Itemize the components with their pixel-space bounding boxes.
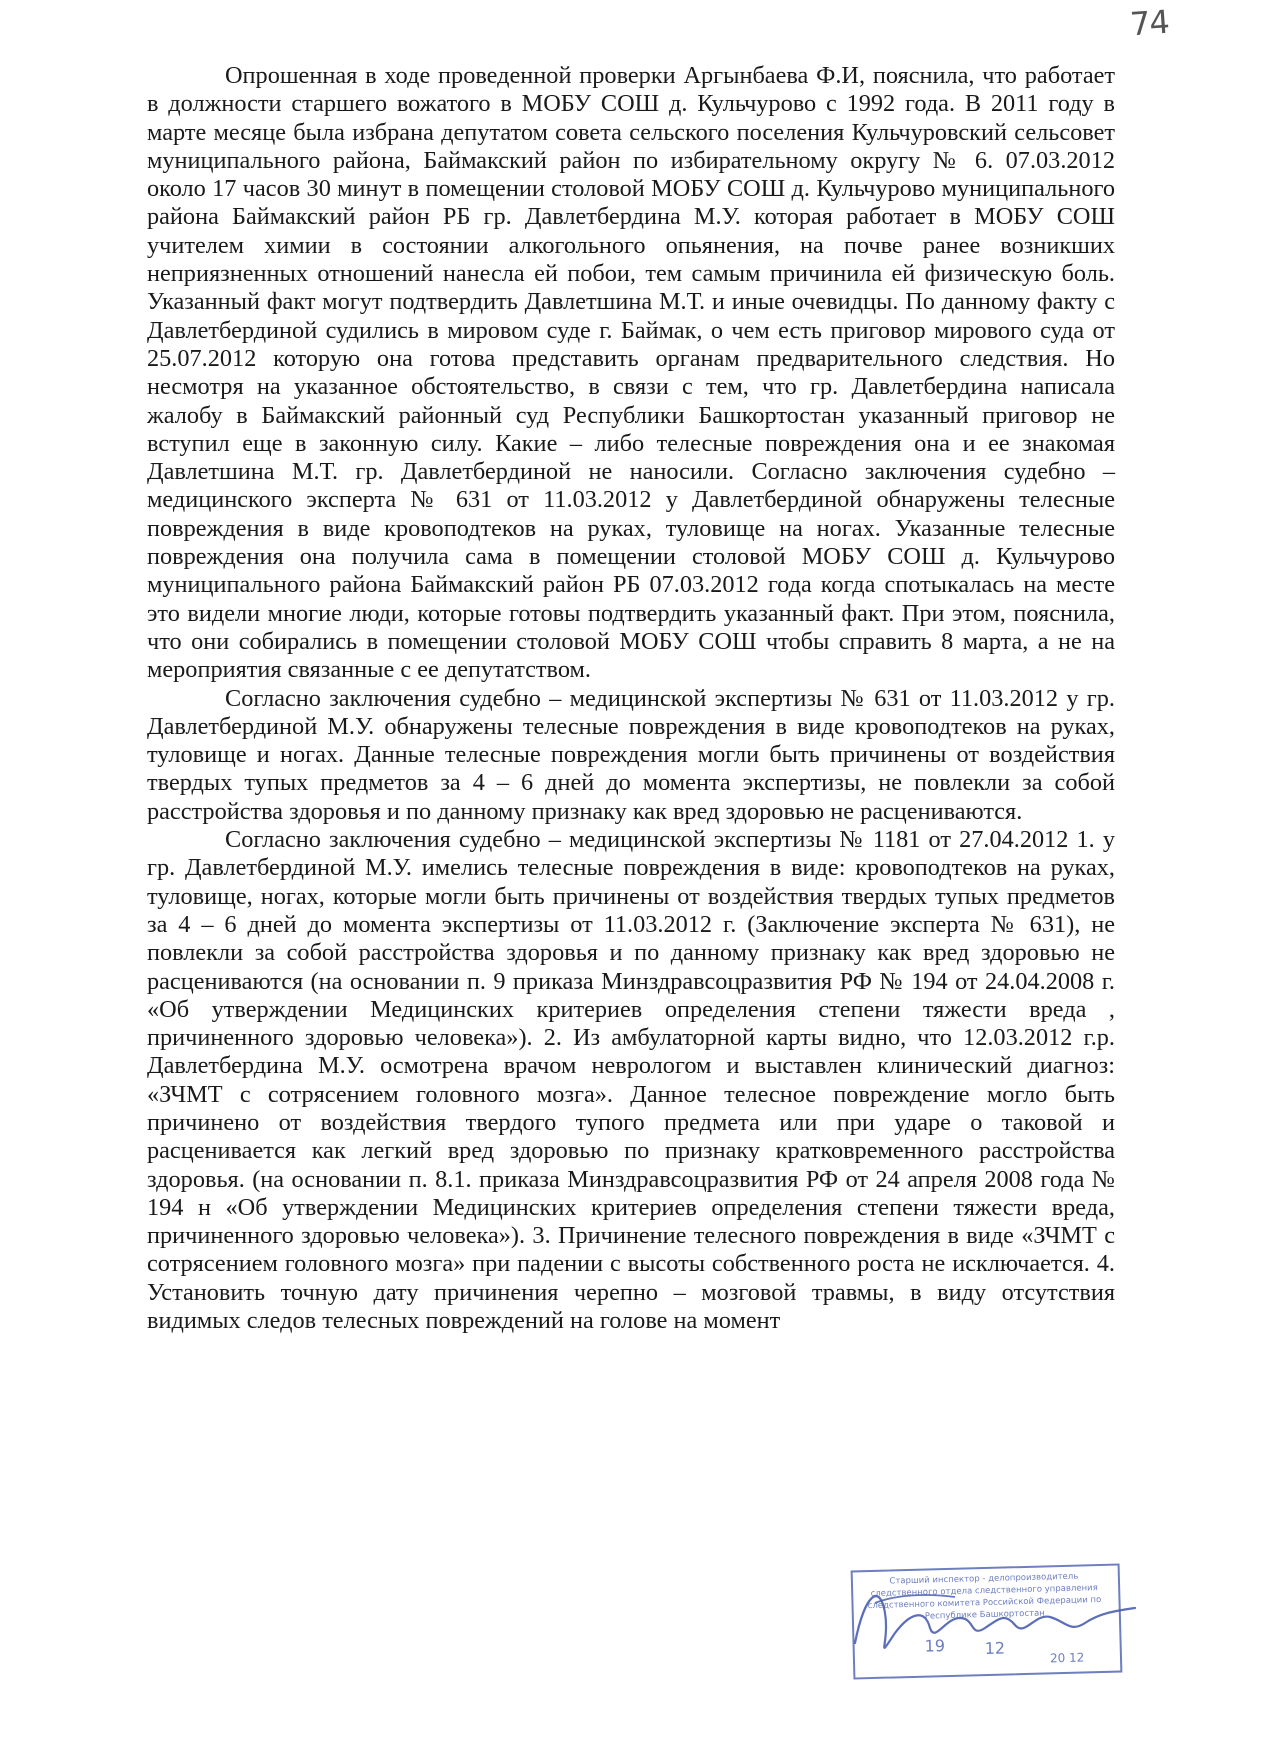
paragraph-1: Опрошенная в ходе проведенной проверки Аргынбаева Ф.И, пояснила, что работает в должности старшего вожатого в МОБУ СОШ д. Кульчурово с 1992 года. В 2011 году в марте месяце была избрана депутатом совета сельского поселения Кульчуровский сельсовет муниципального района, Баймакский район по избирательному округу № 6. 07.03.2012 около 17 часов 30 минут в помещении столовой МОБУ СОШ д. Кульчурово муниципального района Баймакский район РБ гр. Давлетбердина М.У. которая работает в МОБУ СОШ учителем химии в состоянии алкогольного опьянения, на почве ранее возникших неприязненных отношений нанесла ей побои, тем самым причинила ей физическую боль. Указанный факт могут подтвердить Давлетшина М.Т. и иные очевидцы. По данному факту с Давлетбердиной судились в мировом суде г. Баймак, о чем есть приговор мирового суда от 25.07.2012 которую она готова представить органам предварительного следствия. Но несмотря на указанное обстоятельство, в связи с тем, что гр. Давлетбердина написала жалобу в Баймакский районный суд Республики Башкортостан указанный приговор не вступил еще в законную силу. Какие – либо телесные повреждения она и ее знакомая Давлетшина М.Т. гр. Давлетбердиной не наносили. Согласно заключения судебно – медицинского эксперта № 631 от 11.03.2012 у Давлетбердиной обнаружены телесные повреждения в виде кровоподтеков на руках, туловище на ногах. Указанные телесные повреждения она получила сама в помещении столовой МОБУ СОШ д. Кульчурово муниципального района Баймакский район РБ 07.03.2012 года когда спотыкалась на месте это видели многие люди, которые готовы подтвердить указанный факт. При этом, пояснила, что они собирались в помещении столовой МОБУ СОШ чтобы справить 8 марта, а не на мероприятия связанные с ее депутатством. <box>147 62 1115 684</box>
paragraph-3: Согласно заключения судебно – медицинской экспертизы № 1181 от 27.04.2012 1. у гр. Давлетбердиной М.У. имелись телесные повреждения в виде: кровоподтеков на руках, туловище, ногах, которые могли быть причинены от воздействия твердых тупых предметов за 4 – 6 дней до момента экспертизы от 11.03.2012 г. (Заключение эксперта № 631), не повлекли за собой расстройства здоровья и по данному признаку как вред здоровью не расцениваются (на основании п. 9 приказа Минздравсоцразвития РФ № 194 от 24.04.2008 г. «Об утверждении Медицинских критериев определения степени тяжести вреда , причиненного здоровью человека»). 2. Из амбулаторной карты видно, что 12.03.2012 г.р. Давлетбердина М.У. осмотрена врачом неврологом и выставлен клинический диагноз: «ЗЧМТ с сотрясением головного мозга». Данное телесное повреждение могло быть причинено от воздействия твердого тупого предмета или при ударе о таковой и расценивается как легкий вред здоровью по признаку кратковременного расстройства здоровья. (на основании п. 8.1. приказа Минздравсоцразвития РФ от 24 апреля 2008 года № 194 н «Об утверждении Медицинских критериев определения степени тяжести вреда, причиненного здоровью человека»). 3. Причинение телесного повреждения в виде «ЗЧМТ с сотрясением головного мозга» при падении с высоты собственного роста не исключается. 4. Установить точную дату причинения черепно – мозговой травмы, в виду отсутствия видимых следов телесных повреждений на голове на момент <box>147 826 1115 1335</box>
stamp-month: 12 <box>984 1638 1006 1659</box>
stamp-year: 20 12 <box>1049 1650 1085 1666</box>
handwritten-signature <box>835 1573 1155 1673</box>
document-body <box>147 62 1115 1335</box>
paragraph-2: Согласно заключения судебно – медицинской экспертизы № 631 от 11.03.2012 у гр. Давлетбердиной М.У. обнаружены телесные повреждения в виде кровоподтеков на руках, туловище и ногах. Данные телесные повреждения могли быть причинены от воздействия твердых тупых предметов за 4 – 6 дней до момента экспертизы, не повлекли за собой расстройства здоровья и по данному признаку как вред здоровью не расцениваются. <box>147 684 1115 825</box>
stamp-day: 19 <box>924 1636 946 1656</box>
page-number: 74 <box>1128 2 1170 44</box>
stamp-text: Старший инспектор - делопроизводитель следственного отдела следственного управления следственного комитета Российской Федерации по Республике Башкортостан <box>867 1571 1102 1622</box>
